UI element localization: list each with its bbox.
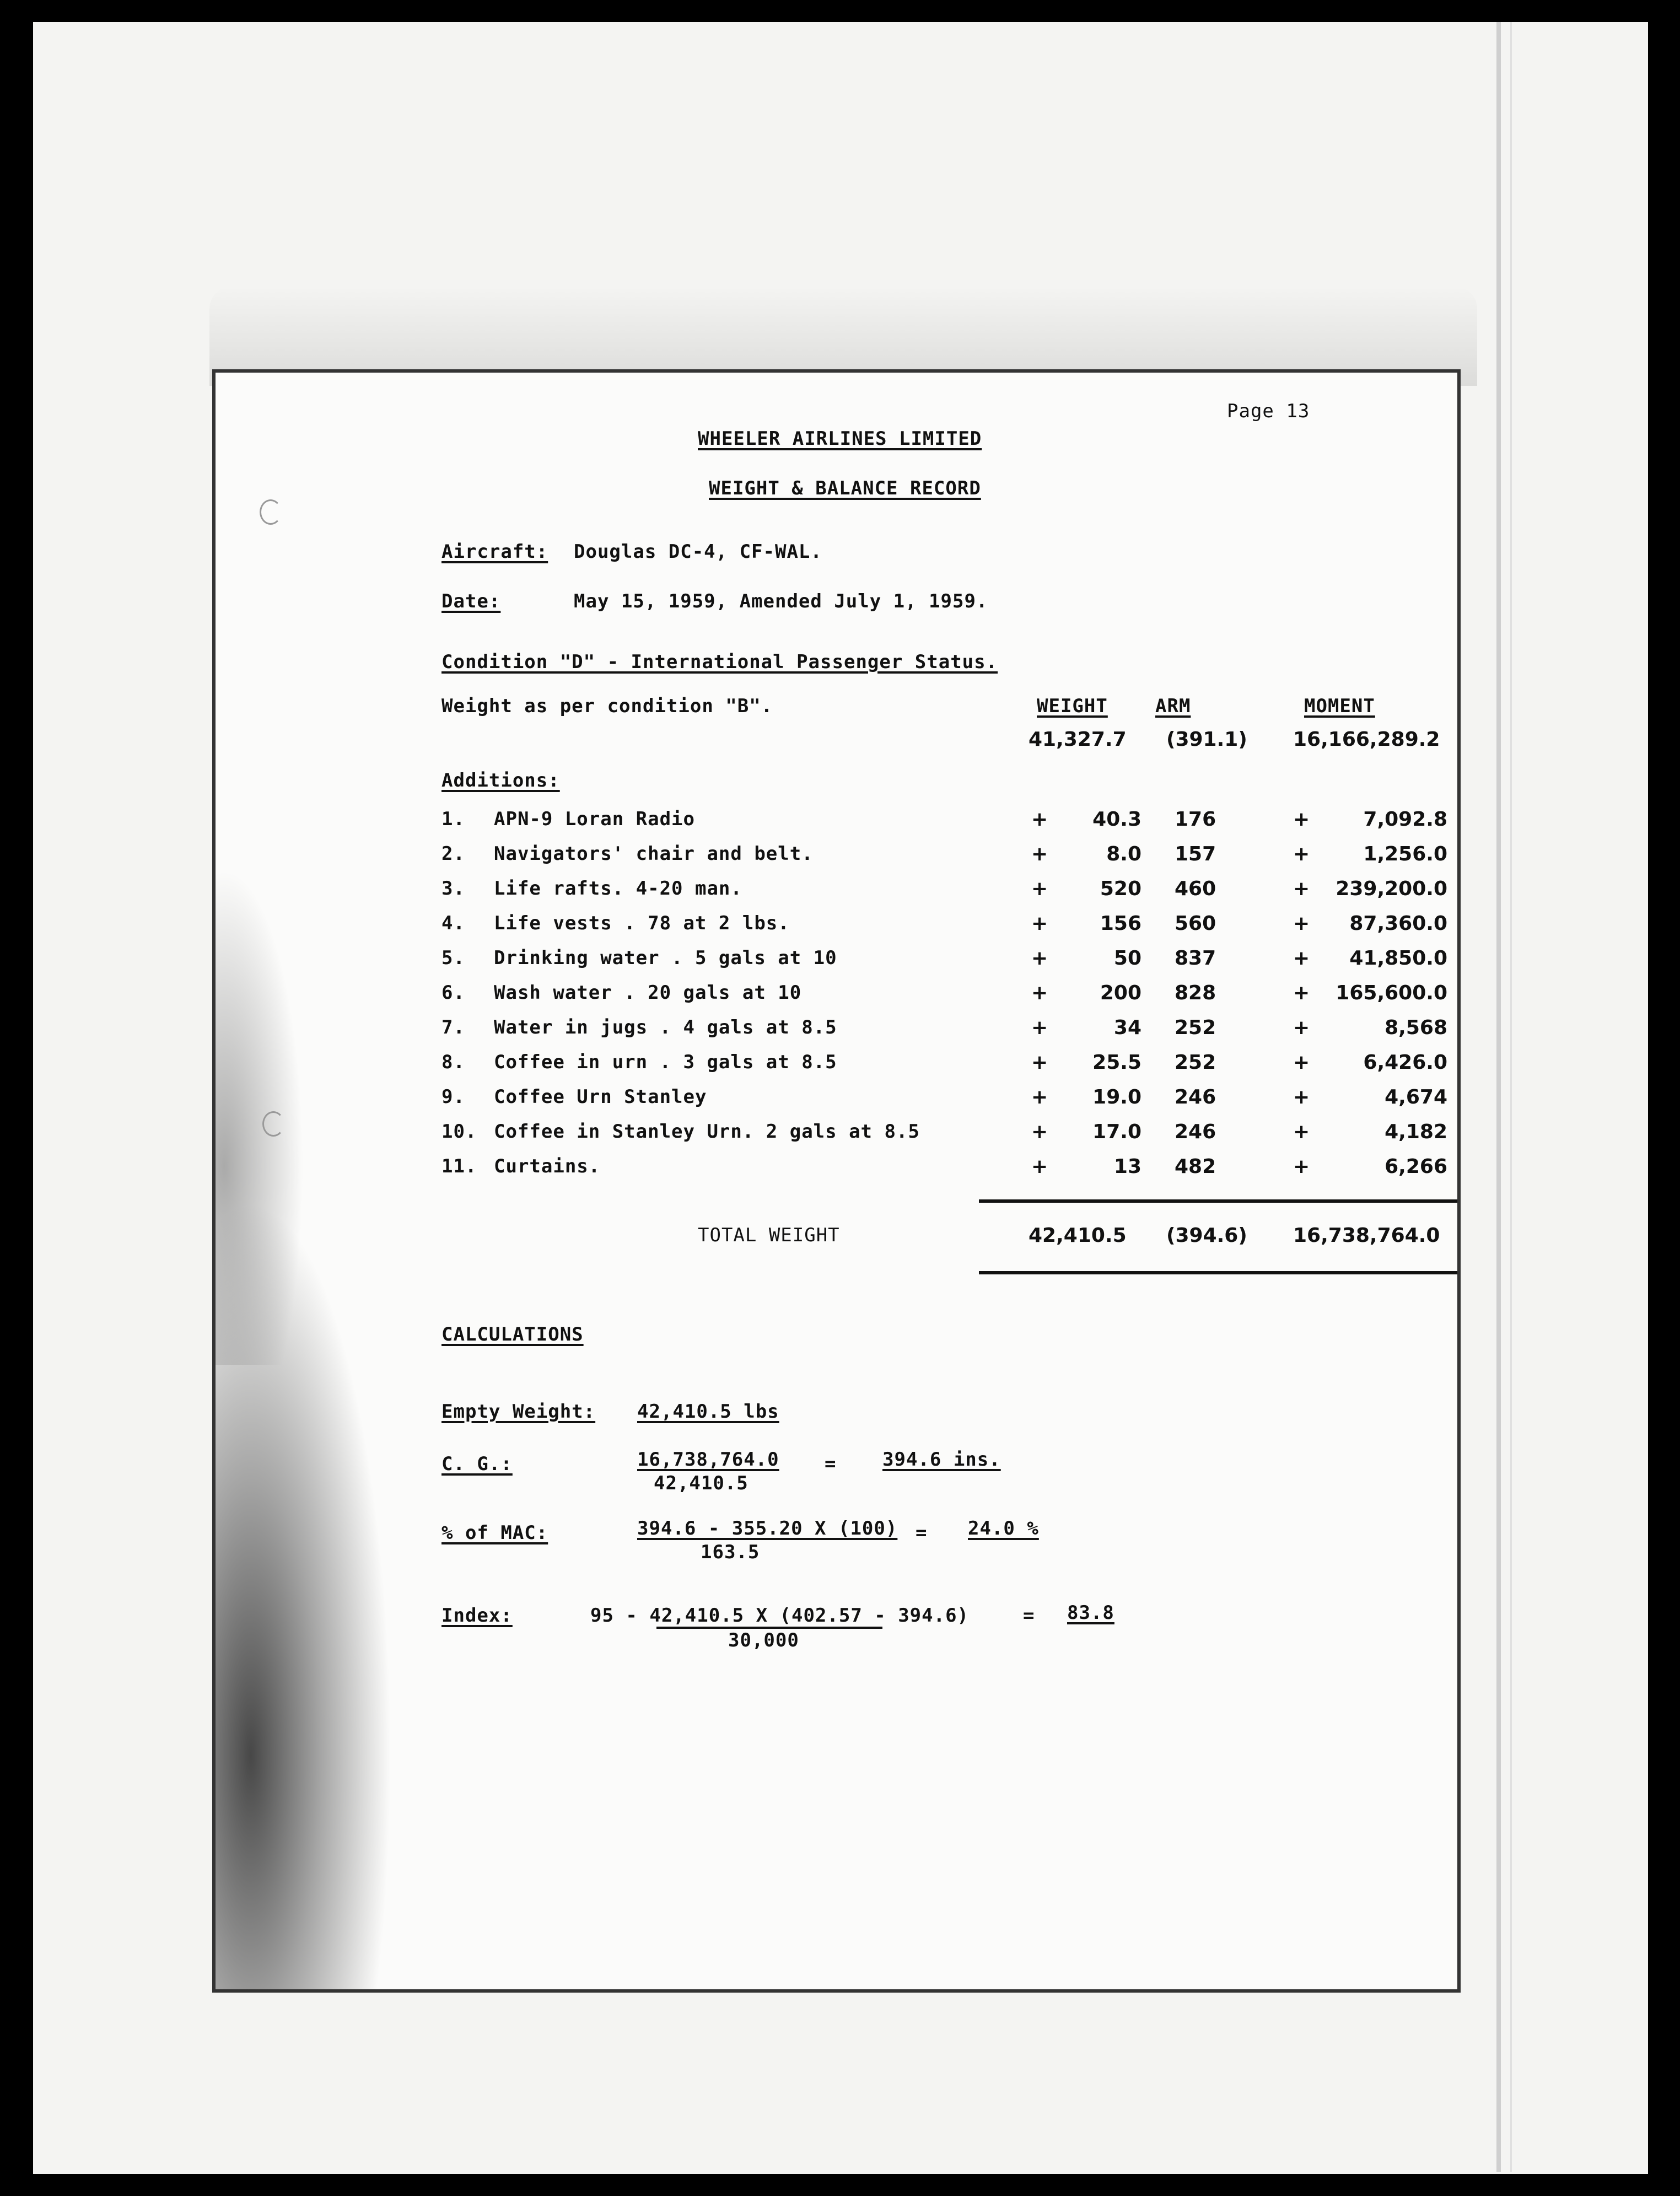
record-title: WEIGHT & BALANCE RECORD xyxy=(709,477,981,499)
mount-edge xyxy=(1496,22,1501,2172)
base-arm: (391.1) xyxy=(1166,728,1247,751)
calculations-heading: CALCULATIONS xyxy=(441,1323,584,1345)
column-moment: MOMENT xyxy=(1304,695,1375,717)
row-number: 7. xyxy=(441,1016,465,1038)
row-weight: 520 xyxy=(1100,878,1141,900)
condition-heading: Condition "D" - International Passenger Status. xyxy=(441,651,998,673)
cg-denominator: 42,410.5 xyxy=(654,1472,749,1494)
row-item: Water in jugs . 4 gals at 8.5 xyxy=(494,1016,837,1038)
row-moment: 1,256.0 xyxy=(1363,843,1447,865)
row-item: Navigators' chair and belt. xyxy=(494,843,814,865)
row-moment: 165,600.0 xyxy=(1336,982,1447,1004)
row-arm: 482 xyxy=(1175,1155,1216,1178)
row-weight-sign: + xyxy=(1031,1155,1048,1178)
scan-border-top xyxy=(0,0,1680,22)
row-moment-sign: + xyxy=(1293,912,1310,935)
row-moment-sign: + xyxy=(1293,1121,1310,1143)
row-moment-sign: + xyxy=(1293,1051,1310,1074)
index-label: Index: xyxy=(441,1605,513,1627)
row-item: Coffee in Stanley Urn. 2 gals at 8.5 xyxy=(494,1121,920,1143)
punch-hole xyxy=(262,1111,284,1137)
row-moment-sign: + xyxy=(1293,1086,1310,1108)
cg-equals: = xyxy=(825,1453,837,1475)
row-moment-sign: + xyxy=(1293,808,1310,831)
cg-numerator: 16,738,764.0 xyxy=(637,1449,779,1471)
base-condition-label: Weight as per condition "B". xyxy=(441,695,773,717)
aircraft-label: Aircraft: xyxy=(441,541,548,563)
row-weight-sign: + xyxy=(1031,843,1048,865)
row-item: Coffee Urn Stanley xyxy=(494,1086,707,1108)
row-number: 3. xyxy=(441,878,465,900)
scan-border-right xyxy=(1648,0,1680,2196)
aircraft-value: Douglas DC-4, CF-WAL. xyxy=(574,541,822,563)
row-weight-sign: + xyxy=(1031,1051,1048,1074)
row-moment-sign: + xyxy=(1293,843,1310,865)
base-weight: 41,327.7 xyxy=(1029,728,1127,751)
row-moment: 6,266 xyxy=(1385,1155,1447,1178)
row-moment: 7,092.8 xyxy=(1363,808,1447,831)
total-weight: 42,410.5 xyxy=(1029,1224,1127,1247)
row-item: Wash water . 20 gals at 10 xyxy=(494,982,802,1004)
row-arm: 252 xyxy=(1175,1016,1216,1039)
column-arm: ARM xyxy=(1155,695,1191,717)
total-arm: (394.6) xyxy=(1166,1224,1247,1247)
row-moment-sign: + xyxy=(1293,1016,1310,1039)
row-arm: 560 xyxy=(1175,912,1216,935)
row-number: 9. xyxy=(441,1086,465,1108)
row-item: Coffee in urn . 3 gals at 8.5 xyxy=(494,1051,837,1073)
row-arm: 828 xyxy=(1175,982,1216,1004)
row-moment-sign: + xyxy=(1293,878,1310,900)
row-number: 8. xyxy=(441,1051,465,1073)
row-arm: 157 xyxy=(1175,843,1216,865)
row-number: 2. xyxy=(441,843,465,865)
row-item: Life vests . 78 at 2 lbs. xyxy=(494,912,790,934)
empty-weight-label: Empty Weight: xyxy=(441,1401,596,1423)
index-fraction-bar xyxy=(656,1627,882,1629)
stain xyxy=(216,869,304,1365)
row-weight: 200 xyxy=(1100,982,1141,1004)
row-moment: 41,850.0 xyxy=(1349,947,1447,970)
index-denominator: 30,000 xyxy=(728,1629,799,1651)
row-weight: 25.5 xyxy=(1092,1051,1141,1074)
company-name: WHEELER AIRLINES LIMITED xyxy=(698,428,982,450)
row-item: APN-9 Loran Radio xyxy=(494,808,695,830)
cg-label: C. G.: xyxy=(441,1453,513,1475)
date-value: May 15, 1959, Amended July 1, 1959. xyxy=(574,590,988,612)
date-label: Date: xyxy=(441,590,501,612)
row-item: Curtains. xyxy=(494,1155,601,1177)
page-number: Page 13 xyxy=(1227,400,1310,422)
row-number: 10. xyxy=(441,1121,477,1143)
row-number: 11. xyxy=(441,1155,477,1177)
row-moment: 4,674 xyxy=(1385,1086,1447,1108)
row-arm: 837 xyxy=(1175,947,1216,970)
row-number: 5. xyxy=(441,947,465,969)
row-arm: 246 xyxy=(1175,1086,1216,1108)
index-equals: = xyxy=(1023,1605,1035,1627)
mac-result: 24.0 % xyxy=(968,1517,1039,1540)
index-expression: 95 - 42,410.5 X (402.57 - 394.6) xyxy=(590,1605,970,1627)
row-moment: 87,360.0 xyxy=(1349,912,1447,935)
document-sheet xyxy=(212,369,1461,1993)
total-label: TOTAL WEIGHT xyxy=(698,1224,840,1246)
mac-denominator: 163.5 xyxy=(701,1541,760,1563)
row-weight: 156 xyxy=(1100,912,1141,935)
row-moment: 6,426.0 xyxy=(1363,1051,1447,1074)
row-weight: 13 xyxy=(1113,1155,1141,1178)
empty-weight-value: 42,410.5 lbs xyxy=(637,1401,779,1423)
punch-hole xyxy=(260,499,282,525)
mac-label: % of MAC: xyxy=(441,1522,548,1544)
row-moment: 4,182 xyxy=(1385,1121,1447,1143)
base-moment: 16,166,289.2 xyxy=(1293,728,1440,751)
cg-result: 394.6 ins. xyxy=(882,1449,1001,1471)
row-weight-sign: + xyxy=(1031,1016,1048,1039)
row-moment: 8,568 xyxy=(1385,1016,1447,1039)
row-weight: 17.0 xyxy=(1092,1121,1141,1143)
row-weight-sign: + xyxy=(1031,808,1048,831)
row-weight-sign: + xyxy=(1031,947,1048,970)
row-number: 4. xyxy=(441,912,465,934)
row-item: Life rafts. 4-20 man. xyxy=(494,878,742,900)
row-moment: 239,200.0 xyxy=(1336,878,1447,900)
row-weight: 19.0 xyxy=(1092,1086,1141,1108)
row-weight: 8.0 xyxy=(1106,843,1141,865)
mac-numerator: 394.6 - 355.20 X (100) xyxy=(637,1517,898,1540)
row-weight: 34 xyxy=(1113,1016,1141,1039)
row-arm: 246 xyxy=(1175,1121,1216,1143)
row-arm: 460 xyxy=(1175,878,1216,900)
row-item: Drinking water . 5 gals at 10 xyxy=(494,947,837,969)
mount-edge-secondary xyxy=(1510,22,1512,2172)
row-moment-sign: + xyxy=(1293,982,1310,1004)
row-weight-sign: + xyxy=(1031,1121,1048,1143)
row-arm: 176 xyxy=(1175,808,1216,831)
additions-heading: Additions: xyxy=(441,769,560,792)
row-weight-sign: + xyxy=(1031,912,1048,935)
row-number: 6. xyxy=(441,982,465,1004)
index-result: 83.8 xyxy=(1067,1602,1114,1624)
row-moment-sign: + xyxy=(1293,1155,1310,1178)
total-rule-bottom xyxy=(979,1271,1461,1274)
total-rule-top xyxy=(979,1199,1461,1203)
mac-equals: = xyxy=(916,1522,928,1544)
row-weight: 50 xyxy=(1113,947,1141,970)
scan-border-left xyxy=(0,0,33,2196)
row-weight-sign: + xyxy=(1031,878,1048,900)
row-weight: 40.3 xyxy=(1092,808,1141,831)
total-moment: 16,738,764.0 xyxy=(1293,1224,1440,1247)
column-weight: WEIGHT xyxy=(1037,695,1108,717)
row-number: 1. xyxy=(441,808,465,830)
row-weight-sign: + xyxy=(1031,1086,1048,1108)
scan-border-bottom xyxy=(0,2174,1680,2196)
row-arm: 252 xyxy=(1175,1051,1216,1074)
row-weight-sign: + xyxy=(1031,982,1048,1004)
row-moment-sign: + xyxy=(1293,947,1310,970)
